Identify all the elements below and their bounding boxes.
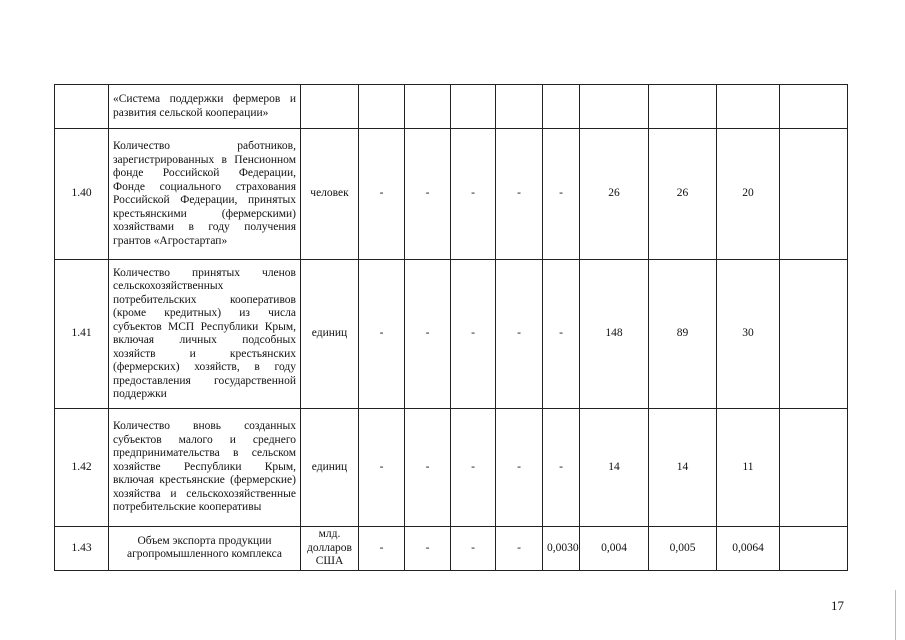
indicator-name-cell: Объем экспорта продукции агропромышленного комплекса xyxy=(109,527,301,571)
value-cell: - xyxy=(405,527,451,571)
unit-cell: человек xyxy=(301,129,359,260)
value-cell: 26 xyxy=(649,129,717,260)
page-number: 17 xyxy=(831,598,844,613)
value-cell xyxy=(780,260,848,409)
value-cell: - xyxy=(496,260,543,409)
value-cell: 0,0030 xyxy=(543,527,580,571)
value-cell: - xyxy=(451,527,496,571)
value-cell: - xyxy=(451,260,496,409)
value-cell xyxy=(405,85,451,129)
value-cell xyxy=(543,85,580,129)
indicators-table xyxy=(54,84,848,571)
value-cell: - xyxy=(496,409,543,527)
value-cell xyxy=(780,527,848,571)
value-cell: 26 xyxy=(580,129,649,260)
unit-cell: единиц xyxy=(301,409,359,527)
value-cell xyxy=(717,85,780,129)
value-cell: 30 xyxy=(717,260,780,409)
row-number-cell: 1.42 xyxy=(55,409,109,527)
indicator-name-cell: Количество принятых членов сельскохозяйственных потребительских кооперативов (кроме кредитных) из числа субъектов МСП Республики Крым, включая личных подсобных хозяйств и крестьянских (фермерских) хозяйств, в году предоставления государственной поддержки xyxy=(109,260,301,409)
unit-cell xyxy=(301,85,359,129)
value-cell: - xyxy=(359,260,405,409)
table-row xyxy=(55,260,848,409)
table-row xyxy=(55,129,848,260)
unit-cell: единиц xyxy=(301,260,359,409)
scan-edge-mark xyxy=(895,590,896,640)
value-cell: 20 xyxy=(717,129,780,260)
value-cell: 14 xyxy=(649,409,717,527)
value-cell: - xyxy=(451,409,496,527)
value-cell: 89 xyxy=(649,260,717,409)
value-cell xyxy=(649,85,717,129)
indicator-name-cell: Количество работников, зарегистрированных в Пенсионном фонде Российской Федерации, Фонде социального страхования Российской Федерации, принятых крестьянскими (фермерскими) хозяйствами в году получения грантов «Агростартап» xyxy=(109,129,301,260)
unit-cell: млд. долларов США xyxy=(301,527,359,571)
value-cell: - xyxy=(405,409,451,527)
value-cell xyxy=(496,85,543,129)
value-cell xyxy=(580,85,649,129)
table-row xyxy=(55,85,848,129)
value-cell xyxy=(780,129,848,260)
table-row xyxy=(55,409,848,527)
value-cell: - xyxy=(359,409,405,527)
value-cell: - xyxy=(543,409,580,527)
table-row xyxy=(55,527,848,571)
value-cell: - xyxy=(543,260,580,409)
value-cell: 11 xyxy=(717,409,780,527)
value-cell: - xyxy=(451,129,496,260)
value-cell: - xyxy=(405,129,451,260)
value-cell: 0,004 xyxy=(580,527,649,571)
value-cell: - xyxy=(543,129,580,260)
row-number-cell: 1.40 xyxy=(55,129,109,260)
indicator-name-cell: «Система поддержки фермеров и развития сельской кооперации» xyxy=(109,85,301,129)
table-body xyxy=(55,85,848,571)
row-number-cell xyxy=(55,85,109,129)
value-cell: 148 xyxy=(580,260,649,409)
value-cell: 0,005 xyxy=(649,527,717,571)
value-cell: - xyxy=(405,260,451,409)
value-cell: - xyxy=(496,129,543,260)
value-cell xyxy=(451,85,496,129)
row-number-cell: 1.41 xyxy=(55,260,109,409)
value-cell: 14 xyxy=(580,409,649,527)
value-cell xyxy=(780,85,848,129)
row-number-cell: 1.43 xyxy=(55,527,109,571)
value-cell: 0,0064 xyxy=(717,527,780,571)
value-cell: - xyxy=(496,527,543,571)
value-cell: - xyxy=(359,129,405,260)
value-cell xyxy=(780,409,848,527)
value-cell xyxy=(359,85,405,129)
value-cell: - xyxy=(359,527,405,571)
indicator-name-cell: Количество вновь созданных субъектов малого и среднего предпринимательства в сельском хозяйстве Республики Крым, включая крестьянские (фермерские) хозяйства и сельскохозяйственные потребительские кооперативы xyxy=(109,409,301,527)
